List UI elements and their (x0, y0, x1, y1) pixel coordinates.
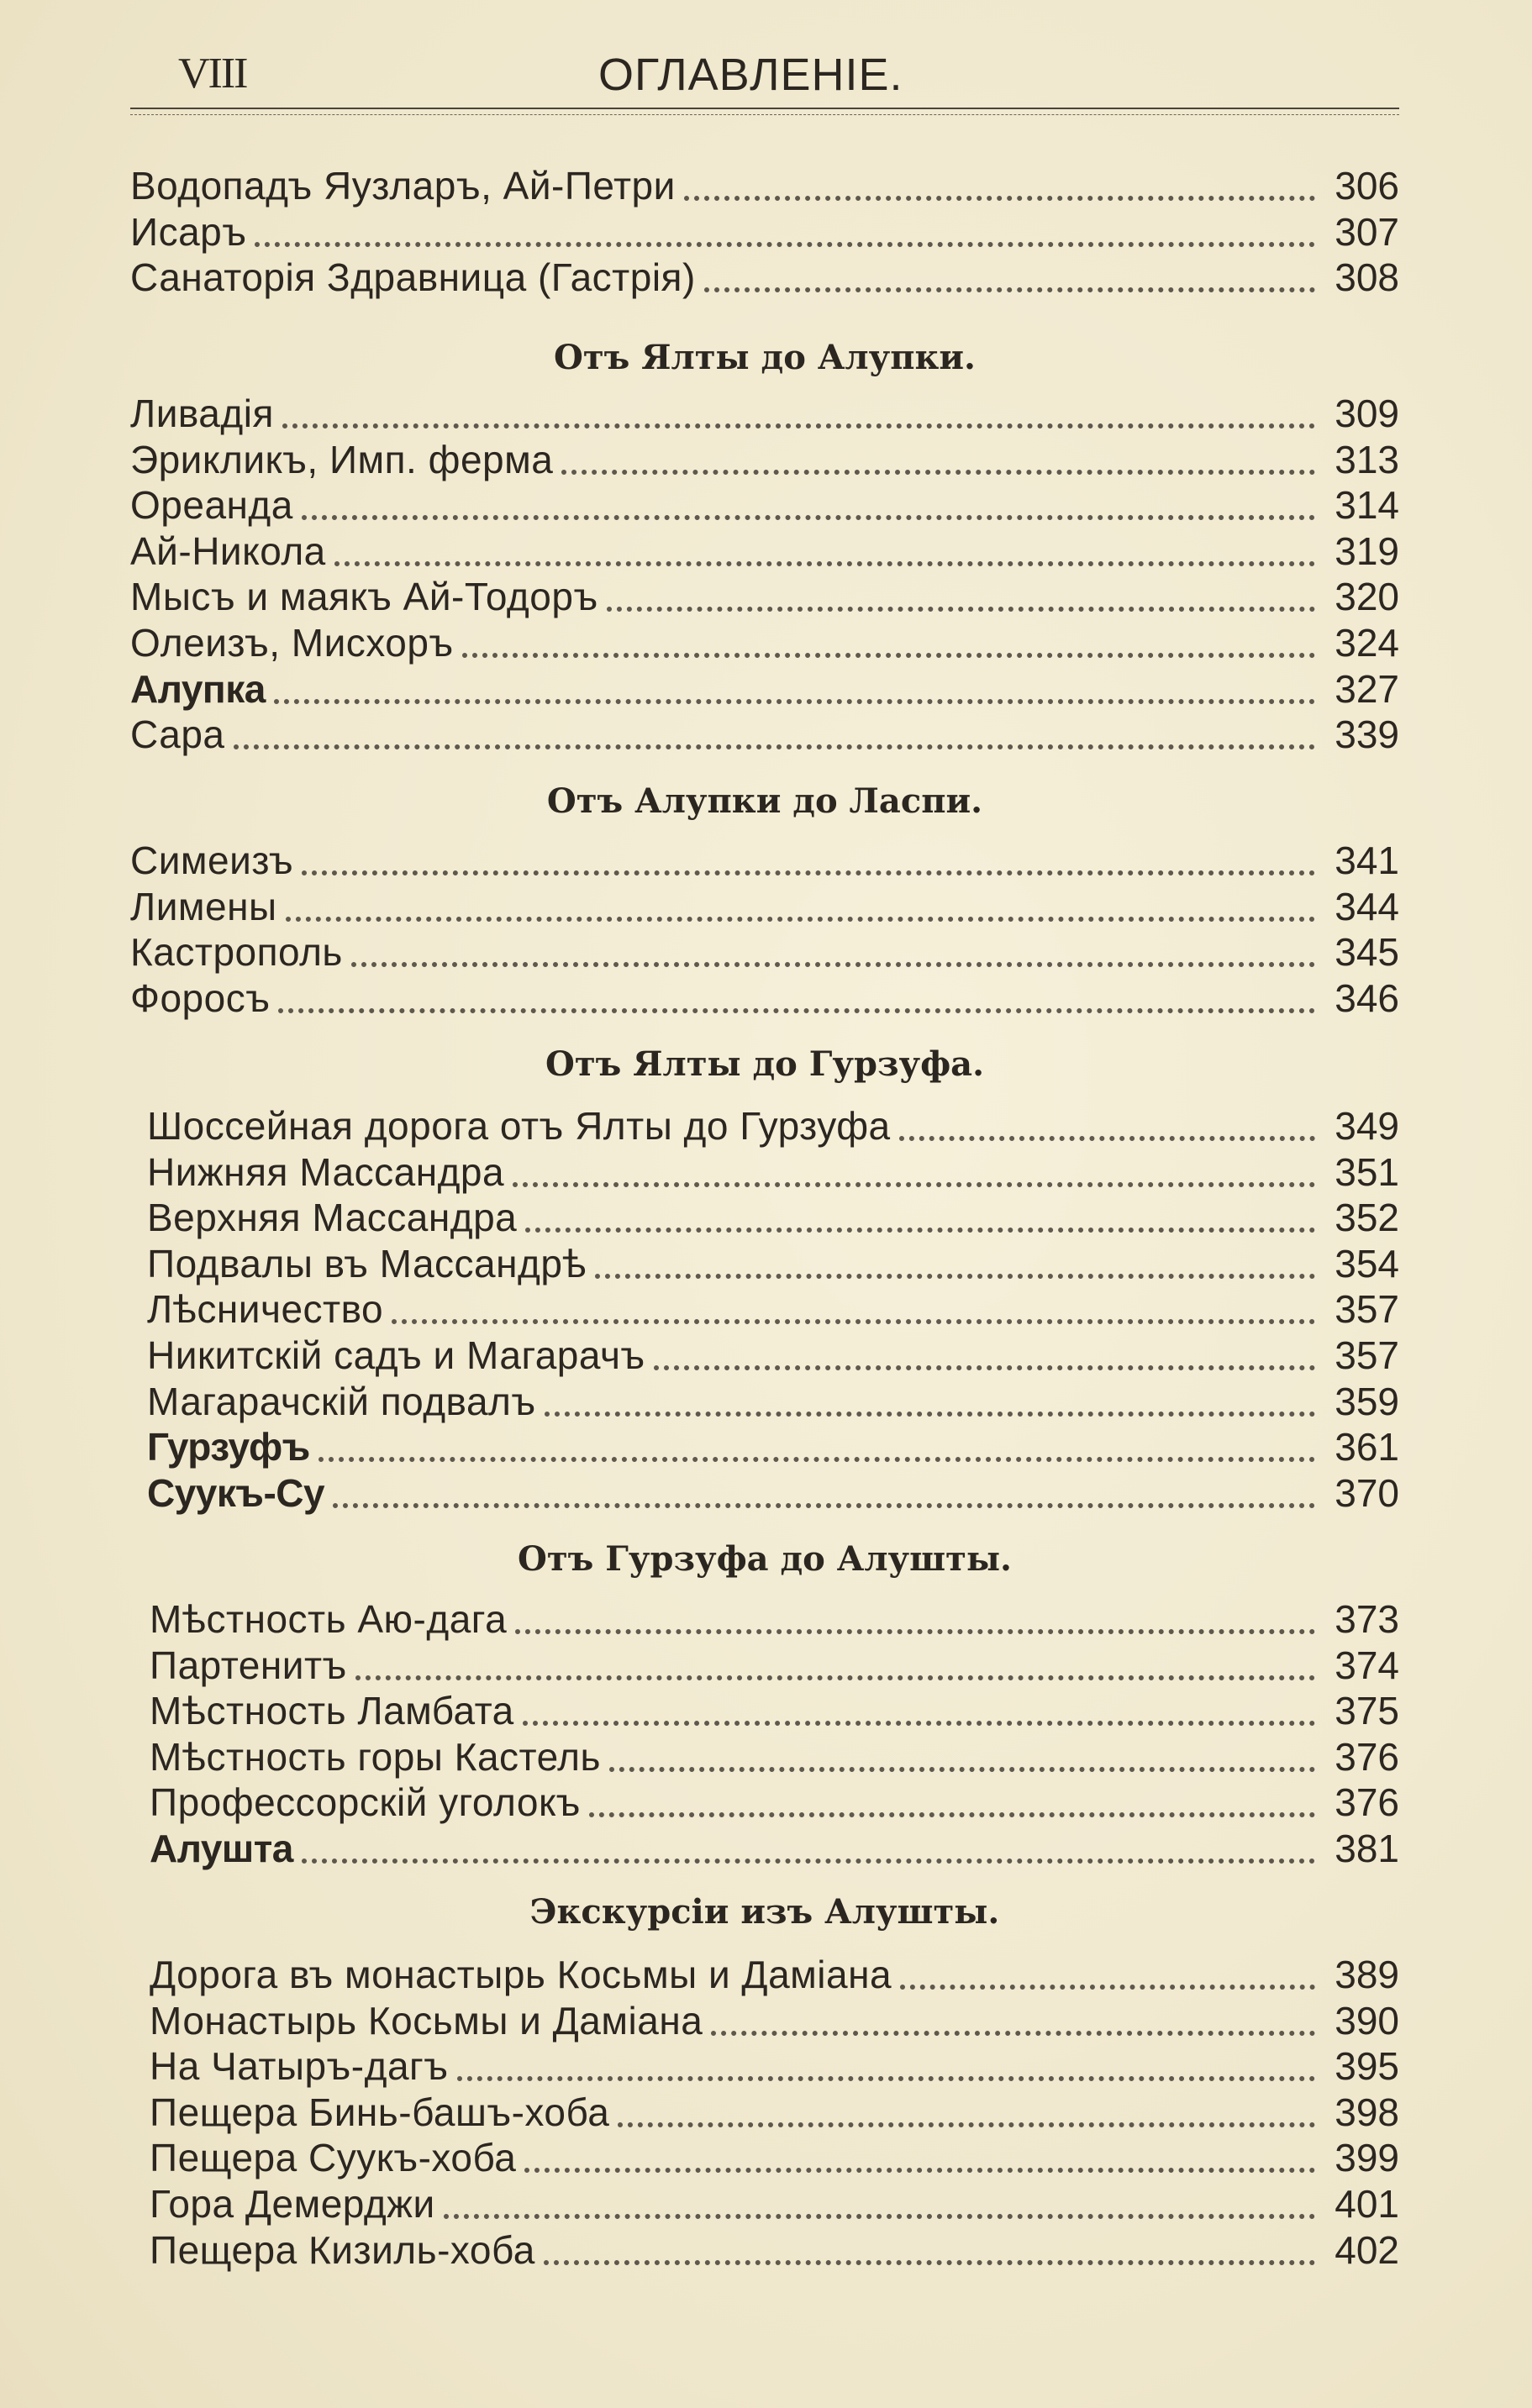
entry-title: Пещера Суукъ-хоба (150, 2136, 517, 2180)
dot-leader (286, 917, 1315, 922)
section-heading: Отъ Гурзуфа до Алушты. (518, 1539, 1012, 1579)
toc-entry (150, 1688, 1399, 1734)
entry-page-number: 327 (1335, 666, 1399, 711)
entry-page-number: 313 (1335, 437, 1399, 481)
entry-page-number: 370 (1335, 1470, 1399, 1515)
dot-leader (654, 1365, 1315, 1370)
entry-page-number: 341 (1335, 839, 1399, 882)
entry-title: Партенитъ (150, 1643, 347, 1687)
toc-entry (130, 838, 1399, 884)
entry-page-number: 359 (1335, 1379, 1399, 1423)
toc-entry (130, 163, 1399, 209)
dot-leader (561, 470, 1315, 475)
entry-title: Лимены (130, 884, 277, 928)
entry-title: Суукъ-Су (147, 1470, 325, 1515)
section-heading: Отъ Алупки до Ласпи. (546, 781, 983, 821)
dot-leader (319, 1457, 1315, 1462)
entry-title: Алупка (130, 666, 266, 711)
entry-page-number: 306 (1335, 164, 1399, 208)
entry-title: Шоссейная дорога отъ Ялты до Гурзуфа (147, 1104, 891, 1148)
toc-entry (130, 929, 1399, 975)
entry-page-number: 357 (1335, 1287, 1399, 1332)
toc-entry (150, 1780, 1399, 1826)
toc-entry (130, 574, 1399, 620)
dot-leader (392, 1319, 1315, 1324)
dot-leader (684, 196, 1315, 201)
entry-title: Мѣстность Аю-дага (150, 1597, 508, 1641)
entry-page-number: 376 (1335, 1734, 1399, 1779)
toc-entry (130, 437, 1399, 483)
toc-entry (150, 1952, 1399, 1998)
toc-entry (147, 1103, 1399, 1149)
dot-leader (334, 561, 1315, 566)
entry-title: Мѣстность горы Кастель (150, 1734, 601, 1779)
dot-leader (333, 1503, 1315, 1508)
entry-title: Монастырь Косьмы и Даміана (150, 1998, 703, 2043)
entry-page-number: 339 (1335, 712, 1399, 757)
toc-entry (150, 1998, 1399, 2044)
dot-leader (524, 2168, 1315, 2173)
dot-leader (278, 1008, 1315, 1013)
entry-title: Ореанда (130, 483, 293, 528)
toc-entry (150, 2135, 1399, 2181)
entry-title: Профессорскій уголокъ (150, 1780, 581, 1825)
toc-entry (147, 1333, 1399, 1379)
toc-entry (147, 1195, 1399, 1241)
entry-page-number: 381 (1335, 1827, 1399, 1870)
entry-title: Мѣстность Ламбата (150, 1689, 514, 1733)
entry-title: Эрикликъ, Имп. ферма (130, 437, 554, 481)
entry-title: Сара (130, 712, 225, 757)
dot-leader (899, 1136, 1315, 1141)
entry-title: Гурзуфъ (147, 1425, 310, 1470)
entry-page-number: 346 (1335, 975, 1399, 1020)
toc-entry (147, 1379, 1399, 1425)
entry-title: Кастрополь (130, 930, 343, 975)
entry-page-number: 344 (1335, 884, 1399, 928)
dot-leader (545, 1412, 1315, 1417)
entry-page-number: 361 (1335, 1425, 1399, 1470)
entry-page-number: 390 (1335, 1998, 1399, 2043)
dot-leader (351, 962, 1315, 967)
dot-leader (444, 2214, 1315, 2219)
header-rule-dashed (130, 114, 1399, 115)
page-number: VIII (178, 50, 247, 97)
toc-entry (150, 2227, 1399, 2274)
dot-leader (515, 1629, 1315, 1634)
dot-leader (234, 744, 1316, 749)
dot-leader (595, 1274, 1315, 1279)
dot-leader (302, 1859, 1315, 1864)
toc-entry (130, 975, 1399, 1022)
entry-page-number: 349 (1335, 1104, 1399, 1148)
dot-leader (618, 2122, 1315, 2127)
entry-page-number: 402 (1335, 2227, 1399, 2272)
entry-page-number: 375 (1335, 1689, 1399, 1733)
page-title: ОГЛАВЛЕНІЕ. (598, 50, 903, 100)
toc-entry (150, 1596, 1399, 1643)
section-heading: Отъ Ялты до Гурзуфа. (545, 1044, 985, 1084)
entry-title: Верхняя Массандра (147, 1196, 518, 1240)
entry-title: Мысъ и маякъ Ай-Тодоръ (130, 575, 598, 619)
entry-page-number: 320 (1335, 575, 1399, 619)
toc-entry (130, 482, 1399, 528)
dot-leader (457, 2076, 1315, 2081)
entry-title: Магарачскій подвалъ (147, 1379, 536, 1423)
entry-page-number: 389 (1335, 1953, 1399, 1996)
entry-title: Санаторія Здравница (Гастрія) (130, 255, 696, 300)
entry-title: Лѣсничество (147, 1287, 384, 1332)
toc-entry (150, 2181, 1399, 2227)
running-header (0, 49, 1532, 108)
entry-title: На Чатыръ-дагъ (150, 2044, 449, 2089)
toc-entry (147, 1149, 1399, 1196)
dot-leader (544, 2260, 1315, 2265)
entry-page-number: 307 (1335, 209, 1399, 254)
entry-title: Подвалы въ Массандрѣ (147, 1241, 587, 1285)
entry-page-number: 308 (1335, 255, 1399, 300)
entry-title: Олеизъ, Мисхоръ (130, 621, 454, 665)
entry-title: Симеизъ (130, 839, 294, 882)
dot-leader (255, 242, 1315, 247)
entry-title: Никитскій садъ и Магарачъ (147, 1333, 645, 1377)
toc-entry (130, 712, 1399, 758)
entry-page-number: 401 (1335, 2182, 1399, 2226)
entry-page-number: 399 (1335, 2136, 1399, 2180)
entry-title: Алушта (150, 1827, 293, 1870)
entry-page-number: 319 (1335, 528, 1399, 573)
entry-title: Дорога въ монастырь Косьмы и Даміана (150, 1953, 892, 1996)
dot-leader (711, 2031, 1315, 2036)
entry-page-number: 309 (1335, 392, 1399, 435)
entry-title: Форосъ (130, 975, 271, 1020)
dot-leader (523, 1721, 1315, 1726)
entry-page-number: 354 (1335, 1241, 1399, 1285)
dot-leader (282, 423, 1315, 428)
dot-leader (607, 607, 1315, 612)
dot-leader (704, 287, 1315, 292)
entry-title: Ливадія (130, 392, 274, 435)
dot-leader (302, 870, 1315, 875)
entry-title: Гора Демерджи (150, 2182, 435, 2226)
toc-entry (150, 2090, 1399, 2136)
toc-entry (150, 2043, 1399, 2090)
entry-page-number: 395 (1335, 2044, 1399, 2089)
toc-entry (130, 620, 1399, 666)
dot-leader (462, 653, 1315, 658)
entry-title: Ай-Никола (130, 528, 326, 573)
dot-leader (900, 1985, 1315, 1990)
entry-title: Водопадъ Яузларъ, Ай-Петри (130, 164, 676, 208)
toc-entry (130, 391, 1399, 437)
dot-leader (274, 699, 1315, 704)
toc-entry (147, 1286, 1399, 1333)
entry-title: Пещера Бинь-башъ-хоба (150, 2090, 610, 2134)
entry-page-number: 345 (1335, 930, 1399, 975)
entry-title: Нижняя Массандра (147, 1149, 505, 1194)
entry-page-number: 351 (1335, 1149, 1399, 1194)
entry-page-number: 376 (1335, 1780, 1399, 1825)
entry-title: Пещера Кизиль-хоба (150, 2227, 535, 2272)
toc-entry (150, 1826, 1399, 1872)
entry-page-number: 324 (1335, 621, 1399, 665)
toc-entry (147, 1470, 1399, 1517)
toc-entry (147, 1424, 1399, 1470)
entry-page-number: 357 (1335, 1333, 1399, 1377)
dot-leader (589, 1812, 1315, 1817)
entry-page-number: 373 (1335, 1597, 1399, 1641)
entry-page-number: 314 (1335, 483, 1399, 528)
section-heading: Экскурсіи изъ Алушты. (529, 1892, 1000, 1932)
header-rule (130, 108, 1399, 109)
toc-entry (130, 528, 1399, 575)
dot-leader (609, 1767, 1315, 1772)
toc-entry (130, 255, 1399, 301)
entry-page-number: 398 (1335, 2090, 1399, 2134)
entry-title: Исаръ (130, 209, 247, 254)
entry-page-number: 352 (1335, 1196, 1399, 1240)
section-heading: Отъ Ялты до Алупки. (554, 338, 976, 377)
toc-entry (150, 1734, 1399, 1780)
dot-leader (513, 1182, 1315, 1187)
toc-entry (130, 884, 1399, 930)
dot-leader (302, 515, 1315, 520)
toc-entry (130, 666, 1399, 712)
toc-entry (130, 209, 1399, 255)
entry-page-number: 374 (1335, 1643, 1399, 1687)
toc-entry (147, 1241, 1399, 1287)
toc-entry (150, 1643, 1399, 1689)
dot-leader (355, 1675, 1315, 1680)
dot-leader (525, 1228, 1315, 1233)
